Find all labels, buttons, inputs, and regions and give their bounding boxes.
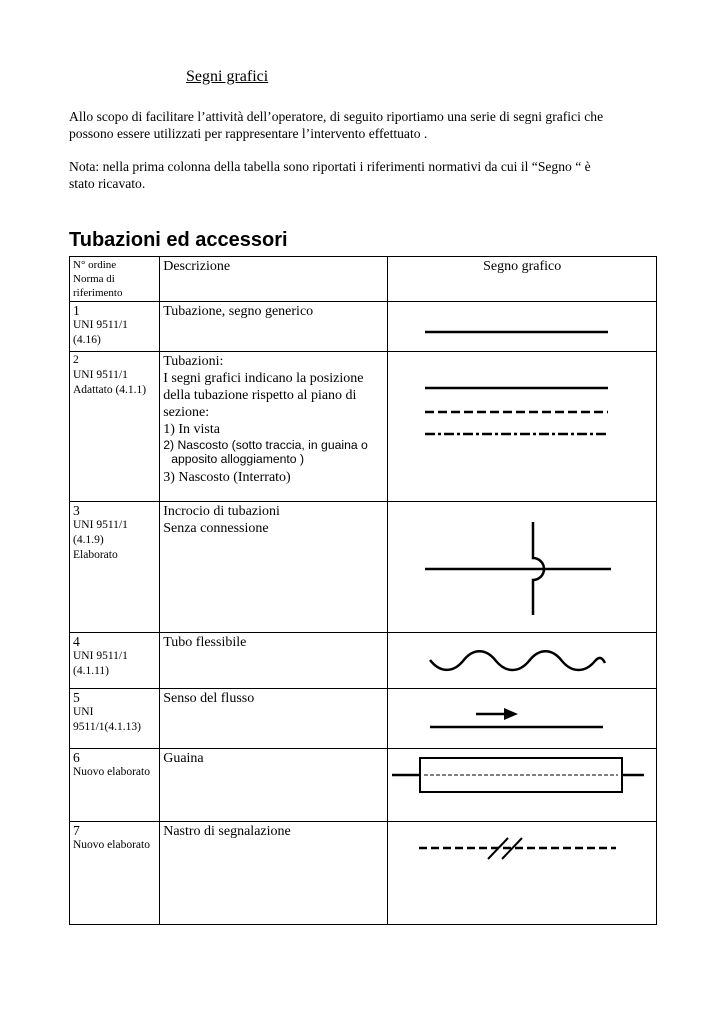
ref-line: Nuovo elaborato — [73, 766, 150, 778]
intro-line-2: possono essere utilizzati per rappresentare l’intervento effettuato . — [69, 126, 428, 141]
ref-line: UNI 9511/1 — [73, 369, 128, 381]
symbols-table — [69, 256, 657, 925]
note-line-1: Nota: nella prima colonna della tabella sono riportati i riferimenti normativi da cui il “Segno “ è — [69, 159, 591, 174]
generic-pipe-symbol — [388, 302, 647, 352]
row-number: 1 — [73, 303, 80, 318]
table-row — [70, 749, 657, 822]
row-number: 3 — [73, 503, 80, 518]
description-line: Tubazione, segno generico — [163, 304, 314, 319]
header-ref-line-1: N° ordine — [73, 259, 117, 271]
row-number: 6 — [73, 750, 80, 765]
page-title: Segni grafici — [186, 68, 269, 85]
ref-line: Adattato (4.1.1) — [73, 384, 147, 396]
description-line: 1) In vista — [163, 422, 220, 437]
sheath-symbol — [388, 749, 647, 822]
table-row — [70, 689, 657, 749]
symbol-cell — [388, 749, 657, 822]
flexible-pipe-symbol — [388, 633, 647, 689]
section-title: Tubazioni ed accessori — [69, 229, 288, 251]
ref-cell — [70, 352, 160, 502]
ref-line: UNI — [73, 706, 94, 718]
symbol-cell — [388, 633, 657, 689]
description-cell — [160, 302, 388, 352]
ref-cell — [70, 749, 160, 822]
ref-line: (4.1.9) — [73, 534, 104, 546]
description-line: Incrocio di tubazioni — [163, 504, 280, 519]
description-line: Tubo flessibile — [163, 635, 247, 650]
description-line: sezione: — [163, 405, 210, 420]
flow-direction-symbol — [388, 689, 647, 749]
description-small-line: apposito alloggiamento ) — [171, 452, 305, 466]
description-line: Nastro di segnalazione — [163, 824, 291, 839]
note-paragraph — [69, 158, 669, 192]
description-line: Senso del flusso — [163, 691, 255, 706]
header-description: Descrizione — [163, 259, 231, 274]
ref-line: (4.1.11) — [73, 665, 109, 677]
table-row — [70, 302, 657, 352]
description-cell — [160, 749, 388, 822]
symbol-cell — [388, 352, 657, 502]
description-cell — [160, 689, 388, 749]
symbol-cell — [388, 502, 657, 633]
ref-cell — [70, 633, 160, 689]
row-number: 4 — [73, 634, 80, 649]
header-col-ref — [70, 257, 160, 302]
ref-cell — [70, 822, 160, 925]
ref-line: UNI 9511/1 — [73, 519, 128, 531]
header-ref-line-2: Norma di — [73, 273, 115, 285]
row-number: 2 — [73, 354, 79, 366]
header-col-symbol — [388, 257, 657, 302]
description-cell — [160, 502, 388, 633]
description-line: I segni grafici indicano la posizione — [163, 371, 364, 386]
ref-cell — [70, 302, 160, 352]
ref-line: Nuovo elaborato — [73, 839, 150, 851]
description-line: Senza connessione — [163, 521, 269, 536]
description-cell — [160, 822, 388, 925]
pipe-position-symbols — [388, 352, 647, 502]
symbol-cell — [388, 689, 657, 749]
table-row — [70, 822, 657, 925]
table-header-row — [70, 257, 657, 302]
header-col-description — [160, 257, 388, 302]
ref-line: UNI 9511/1 — [73, 319, 128, 331]
table-row — [70, 502, 657, 633]
row-number: 7 — [73, 823, 80, 838]
ref-cell — [70, 502, 160, 633]
ref-cell — [70, 689, 160, 749]
description-line: della tubazione rispetto al piano di — [163, 388, 357, 403]
description-line: Guaina — [163, 751, 204, 766]
description-line: 3) Nascosto (Interrato) — [163, 470, 291, 485]
symbol-cell — [388, 822, 657, 925]
pipe-crossing-symbol — [388, 502, 647, 633]
note-line-2: stato ricavato. — [69, 176, 146, 191]
ref-line: (4.16) — [73, 334, 101, 346]
symbol-cell — [388, 302, 657, 352]
row-number: 5 — [73, 690, 80, 705]
description-cell — [160, 352, 388, 502]
table-row — [70, 633, 657, 689]
header-ref-line-3: riferimento — [73, 287, 123, 299]
ref-line: UNI 9511/1 — [73, 650, 128, 662]
description-cell — [160, 633, 388, 689]
warning-tape-symbol — [388, 822, 647, 925]
intro-line-1: Allo scopo di facilitare l’attività dell’operatore, di seguito riportiamo una serie di segni grafici che — [69, 109, 604, 124]
ref-line: 9511/1(4.1.13) — [73, 721, 141, 733]
intro-paragraph — [69, 108, 669, 142]
description-line: Tubazioni: — [163, 354, 224, 369]
ref-line: Elaborato — [73, 549, 118, 561]
table-row — [70, 352, 657, 502]
description-small-line: 2) Nascosto (sotto traccia, in guaina o — [163, 438, 368, 452]
header-symbol: Segno grafico — [483, 259, 562, 274]
